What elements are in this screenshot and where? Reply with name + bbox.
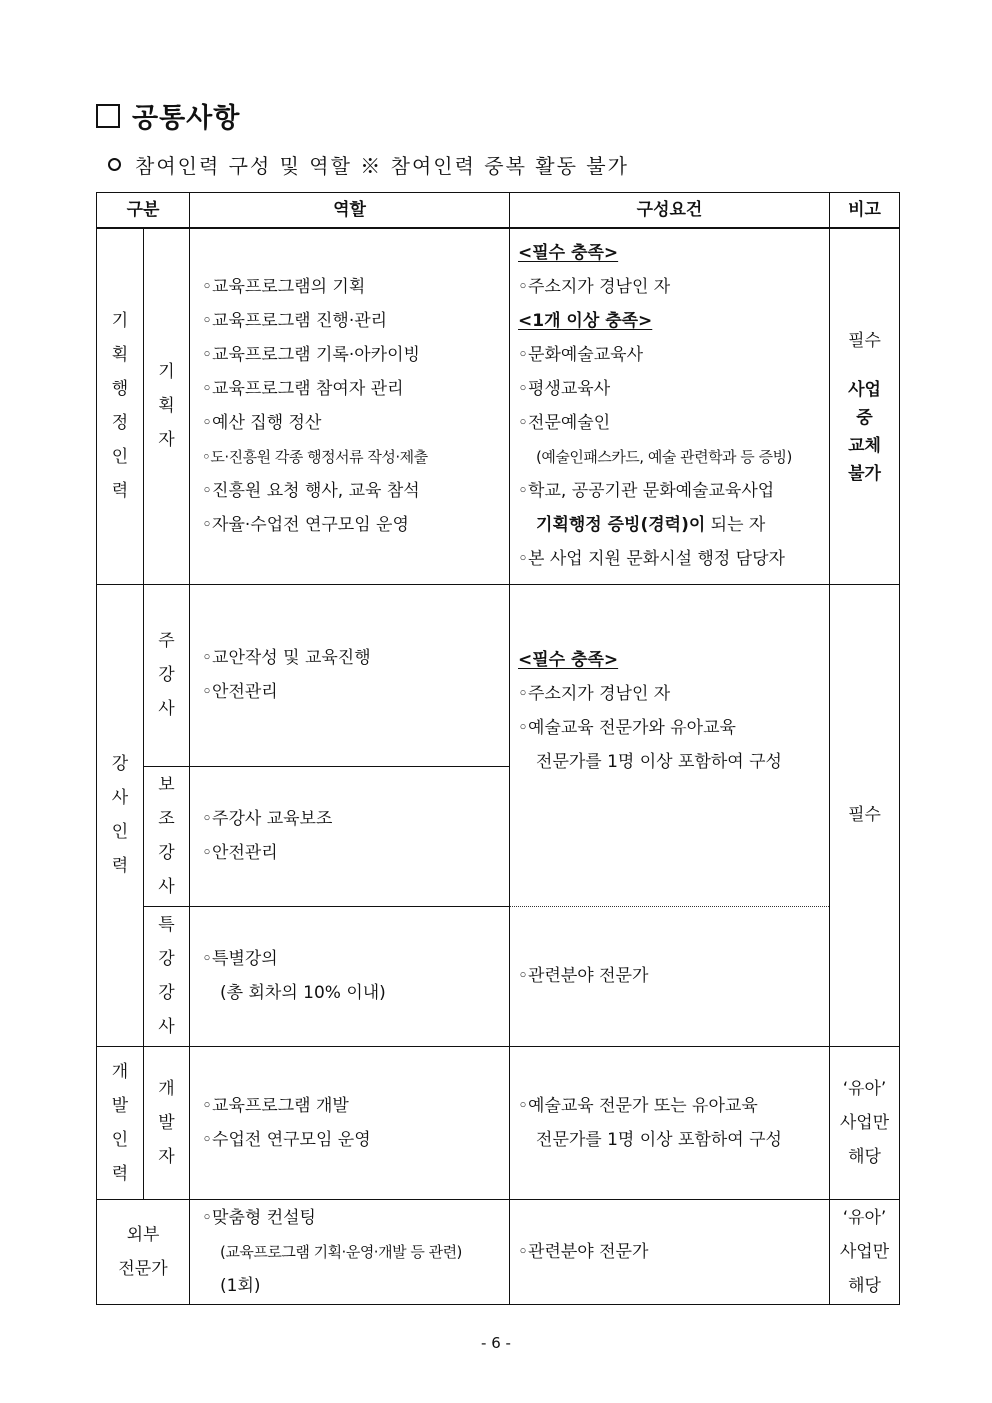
sub-main-instructor: 주 강 사 [144,584,190,766]
list-item: ◦특별강의 [202,949,278,969]
list-item: ◦본 사업 지원 문화시설 행정 담당자 [518,549,785,570]
list-item: ◦주강사 교육보조 [202,809,333,829]
list-item: 전문가를 1명 이상 포함하여 구성 [536,752,782,772]
header-role: 역할 [190,193,510,229]
list-item: ◦안전관리 [202,843,278,863]
table-row-development [97,1046,900,1199]
list-item: ◦진흥원 요청 행사, 교육 참석 [202,481,420,502]
circle-bullet-icon [108,158,121,171]
sub-planner: 기 획 자 [144,228,190,584]
note-external: ‘유아’ 사업만 해당 [830,1199,900,1304]
subheading [108,150,629,179]
roles-admin [190,228,510,584]
sub-assistant: 보 조 강 사 [144,766,190,906]
roles-main-instructor [190,584,510,766]
roles-assistant [190,766,510,906]
note-admin: 필수 사업 중 교체 불가 [830,228,900,584]
list-item: (교육프로그램 기획·운영·개발 등 관련) [220,1242,462,1261]
group-external: 외부 전문가 [97,1199,190,1304]
list-item: ◦맞춤형 컨설팅 [202,1207,316,1228]
group-admin: 기 획 행 정 인 력 [97,228,144,584]
page-number: - 6 - [481,1334,511,1352]
list-item: ◦안전관리 [202,682,278,702]
requirement-title: <필수 충족> [518,243,619,264]
list-item: ◦학교, 공공기관 문화예술교육사업 [518,481,775,502]
checkbox-square-icon [96,104,120,128]
list-item: ◦교육프로그램 개발 [202,1095,349,1116]
list-item: ◦주소지가 경남인 자 [518,277,671,298]
note-development: ‘유아’ 사업만 해당 [830,1046,900,1199]
list-item: ◦교안작성 및 교육진행 [202,648,371,668]
list-item-note: (예술인패스카드, 예술 관련학과 등 증빙) [536,448,792,467]
requirements-external [510,1199,830,1304]
note-instructor: 필수 [830,584,900,1046]
list-item: 전문가를 1명 이상 포함하여 구성 [536,1129,782,1150]
roles-external [190,1199,510,1304]
list-item: ◦예산 집행 정산 [202,413,322,434]
list-item: (1회) [220,1275,261,1296]
requirements-special [510,906,830,1046]
group-instructor: 강 사 인 력 [97,584,144,1046]
list-item: ◦문화예술교육사 [518,345,643,366]
requirements-instructor [510,584,830,906]
table-row-admin [97,228,900,584]
subheading-text: 참여인력 구성 및 역할 ※ 참여인력 중복 활동 불가 [135,154,629,178]
list-item: ◦교육프로그램 기록·아카이빙 [202,345,420,366]
list-item: ◦주소지가 경남인 자 [518,684,671,704]
table-row-external [97,1199,900,1304]
list-item: ◦예술교육 전문가 또는 유아교육 [518,1095,758,1116]
header-category: 구분 [97,193,190,229]
requirement-title: <1개 이상 충족> [518,311,653,332]
roles-development [190,1046,510,1199]
list-item: (총 회차의 10% 이내) [220,983,386,1003]
roles-special [190,906,510,1046]
list-item: ◦도·진흥원 각종 행정서류 작성·제출 [202,448,428,467]
list-item: ◦수업전 연구모임 운영 [202,1129,371,1150]
requirements-admin: <필수 충족> ◦주소지가 경남인 자 <1개 이상 충족> ◦문화예술교육사 ◦평생교육사 ◦전문예술인 (예술인패스카드, 예술 관련학과 등 증빙) ◦학교, 공공기관 문화예술교육사업 기획행정 증빙(경력)이 되는 자 ◦본 사업 지원 문화시설 행정 담당자 [510,228,830,584]
list-item: ◦관련분야 전문가 [518,966,649,986]
table-header-row [97,193,900,229]
list-item: ◦평생교육사 [518,379,611,400]
table-row-special [97,906,900,1046]
list-item: ◦전문예술인 [518,413,611,434]
list-item: ◦관련분야 전문가 [518,1241,649,1262]
list-item: ◦교육프로그램의 기획 [202,277,366,298]
header-requirements: 구성요건 [510,193,830,229]
sub-special: 특 강 강 사 [144,906,190,1046]
bold-text: 기획행정 증빙(경력)이 [536,515,706,536]
section-title: 공통사항 [132,103,241,134]
sub-developer: 개 발 자 [144,1046,190,1199]
list-item: ◦교육프로그램 진행·관리 [202,311,388,332]
group-development: 개 발 인 력 [97,1046,144,1199]
header-note: 비고 [830,193,900,229]
list-item: ◦교육프로그램 참여자 관리 [202,379,404,400]
list-item: ◦예술교육 전문가와 유아교육 [518,718,736,738]
section-heading [96,96,240,135]
table-row-main-instructor [97,584,900,766]
requirement-title: <필수 충족> [518,650,619,670]
requirements-development [510,1046,830,1199]
staff-table [96,192,900,1305]
list-item: ◦자율·수업전 연구모임 운영 [202,515,409,536]
